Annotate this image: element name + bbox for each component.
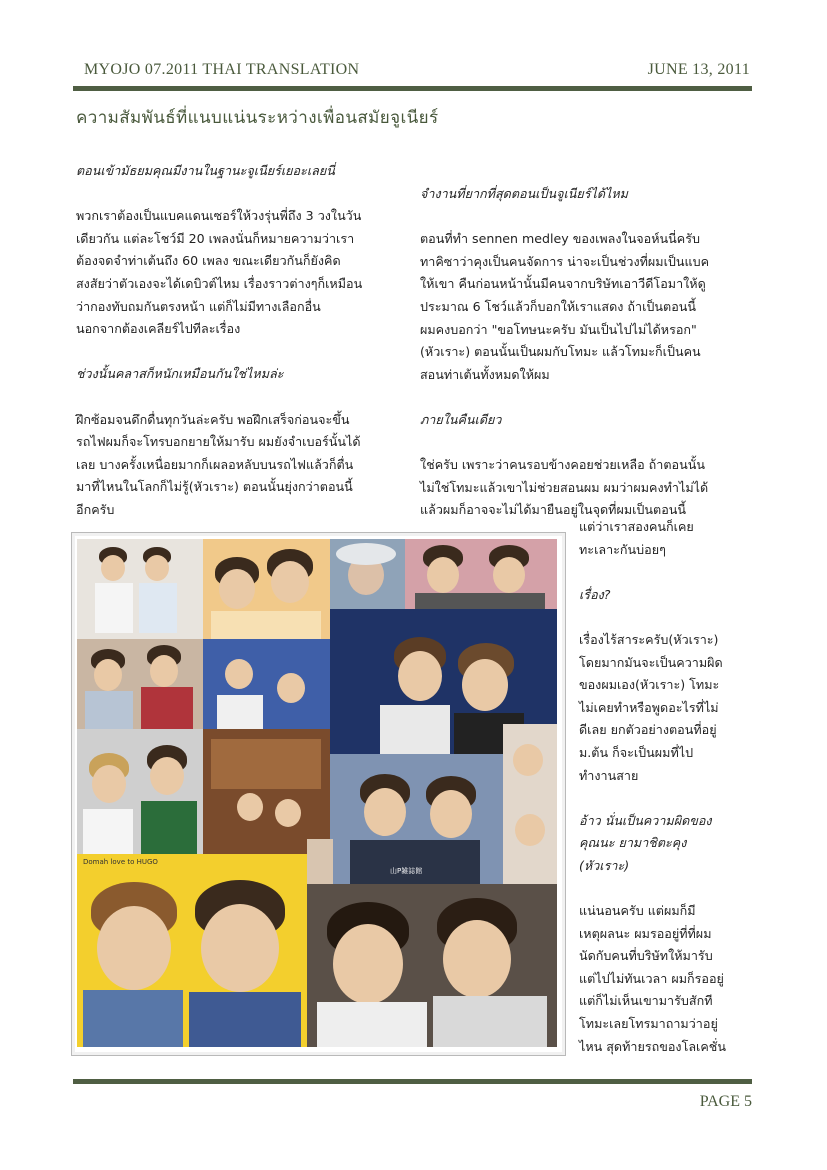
answer-line: ประมาณ 6 โชว์แล้วก็บอกให้เราแสดง ถ้าเป็นตอนนี้ [420, 298, 696, 314]
answer-line: ให้เขา คืนก่อนหน้านั้นมีคนจากบริษัทเอาวีดีโอมาให้ดู [420, 276, 706, 292]
answer-line: ของผมเอง(หัวเราะ) โทมะ [579, 677, 720, 693]
answer-line: ม.ต้น ก็จะเป็นผมที่ไป [579, 744, 694, 760]
photo-tile [330, 539, 405, 609]
photo-tile [330, 754, 503, 884]
answer-line: เหตุผลนะ ผมรออยู่ที่ที่ผม [579, 925, 712, 941]
question-line: คุณนะ ยามาชิตะคุง [579, 835, 687, 851]
left-column [76, 160, 406, 522]
page-number: PAGE 5 [699, 1093, 752, 1110]
answer [76, 409, 406, 522]
photo-tile [203, 729, 330, 854]
right-column [420, 183, 756, 522]
photo-caption: 山P雑誌館 [390, 867, 423, 875]
photo-tile [203, 539, 330, 639]
photo-tile [77, 539, 203, 639]
answer-line: มาที่ไหนในโลกก็ไม่รู้(หัวเราะ) ตอนนั้นยุ่งกว่าตอนนี้ [76, 479, 353, 495]
answer-line: โทมะเลยโทรมาถามว่าอยู่ [579, 1016, 718, 1032]
photo-tile [77, 639, 203, 729]
answer-line: ผมคงบอกว่า "ขอโทษนะครับ มันเป็นไปไม่ได้หรอก" [420, 321, 697, 337]
page-header [84, 61, 750, 81]
photo-caption: Domah love to HUGO [83, 858, 158, 866]
photo-tile [77, 854, 307, 1047]
answer-line: ดีเลย ยกตัวอย่างตอนที่อยู่ [579, 722, 717, 738]
answer-line: สอนท่าเต้นทั้งหมดให้ผม [420, 366, 550, 382]
question-line: อ้าว นั่นเป็นความผิดของ [579, 812, 712, 828]
header-rule [73, 86, 752, 91]
answer-line: ไหน สุดท้ายรถของโลเคชั่น [579, 1038, 726, 1054]
answer-line: ใช่ครับ เพราะว่าคนรอบข้างคอยช่วยเหลือ ถ้าตอนนั้น [420, 457, 705, 473]
answer [579, 516, 759, 561]
answer-line: แต่ไปไม่ทันเวลา ผมก็รออยู่ [579, 970, 724, 986]
answer-line: ทำงานสาย [579, 767, 639, 783]
question [579, 810, 759, 878]
answer-line: ทะเลาะกันบ่อยๆ [579, 541, 666, 557]
publication-date: JUNE 13, 2011 [647, 61, 750, 78]
answer-line: โดยมากมันจะเป็นความผิด [579, 654, 723, 670]
answer-line: แล้วผมก็อาจจะไม่ได้มายืนอยู่ในจุดที่ผมเป็นตอนนี้ [420, 502, 686, 518]
answer [579, 629, 759, 787]
question: ช่วงนั้นคลาสก็หนักเหมือนกันใช่ไหมล่ะ [76, 366, 284, 382]
photo-tile [307, 839, 333, 889]
answer-line: รถไฟผมก็จะโทรบอกยายให้มารับ ผมยังจำเบอร์นั้นได้ [76, 434, 361, 450]
answer-line: ไม่เคยทำหรือพูดอะไรที่ไม่ [579, 699, 719, 715]
photo-tile [77, 729, 203, 854]
answer-line: ทาคิซาว่าคุงเป็นคนจัดการ น่าจะเป็นช่วงที่ผมเป็นแบค [420, 253, 710, 269]
question-line: (หัวเราะ) [579, 857, 630, 873]
answer-line: แต่ก็ไม่เห็นเขามารับสักที [579, 993, 713, 1009]
question: ภายในคืนเดียว [420, 411, 502, 427]
photo-tile [307, 884, 557, 1047]
photo-tile [203, 639, 330, 729]
answer-line: ต้องจดจำท่าเต้นถึง 60 เพลง ขณะเดียวกันก็ยังคิด [76, 253, 341, 269]
answer-line: (หัวเราะ) ตอนนั้นเป็นผมกับโทมะ แล้วโทมะก็เป็นคน [420, 344, 701, 360]
answer [76, 205, 406, 341]
question: จำงานที่ยากที่สุดตอนเป็นจูเนียร์ได้ไหม [420, 186, 628, 201]
article-title: ความสัมพันธ์ที่แนบแน่นระหว่างเพื่อนสมัยจูเนียร์ [76, 108, 439, 128]
photo-collage [77, 539, 557, 1047]
footer-rule [73, 1079, 752, 1084]
answer-line: สงสัยว่าตัวเองจะได้เดบิวต์ไหม เรื่องราวต่างๆก็เหมือน [76, 275, 363, 291]
photo-tile [503, 724, 557, 884]
answer-line: พวกเราต้องเป็นแบคแดนเซอร์ให้วงรุ่นพี่ถึง 3 วงในวัน [76, 208, 362, 224]
answer-line: นอกจากต้องเคลียร์ไปทีละเรื่อง [76, 321, 241, 337]
answer-line: อีกครับ [76, 501, 115, 517]
answer-line: ฝึกซ้อมจนดึกดื่นทุกวันล่ะครับ พอฝึกเสร็จก่อนจะขึ้น [76, 411, 350, 427]
answer-line: เลย บางครั้งเหนื่อยมากก็เผลอหลับบนรถไฟแล้วก็ตื่น [76, 456, 354, 472]
question: เรื่อง? [579, 586, 611, 602]
answer-line: แน่นอนครับ แต่ผมก็มี [579, 903, 696, 919]
photo-tile [405, 539, 557, 609]
question: ตอนเข้ามัธยมคุณมีงานในฐานะจูเนียร์เยอะเลยนี่ [76, 163, 335, 178]
answer-line: ตอนที่ทำ sennen medley ของเพลงในจอห์นนี่ครับ [420, 231, 700, 247]
narrow-column [579, 516, 759, 1058]
publication-title: MYOJO 07.2011 THAI TRANSLATION [84, 61, 360, 78]
answer-line: นัดกับคนที่บริษัทให้มารับ [579, 948, 713, 964]
answer-line: เดียวกัน แต่ละโชว์มี 20 เพลงนั่นก็หมายความว่าเรา [76, 230, 355, 246]
answer-line: แต่ว่าเราสองคนก็เคย [579, 519, 694, 534]
answer [420, 454, 756, 522]
answer [579, 900, 759, 1058]
answer-line: เรื่องไร้สาระครับ(หัวเราะ) [579, 631, 719, 647]
answer [420, 228, 756, 386]
answer-line: ว่ากองทับถมกันตรงหน้า แต่ก็ไม่มีทางเลือกอื่น [76, 298, 321, 314]
answer-line: ไม่ใช่โทมะแล้วเขาไม่ช่วยสอนผม ผมว่าผมคงทำไม่ได้ [420, 479, 709, 495]
